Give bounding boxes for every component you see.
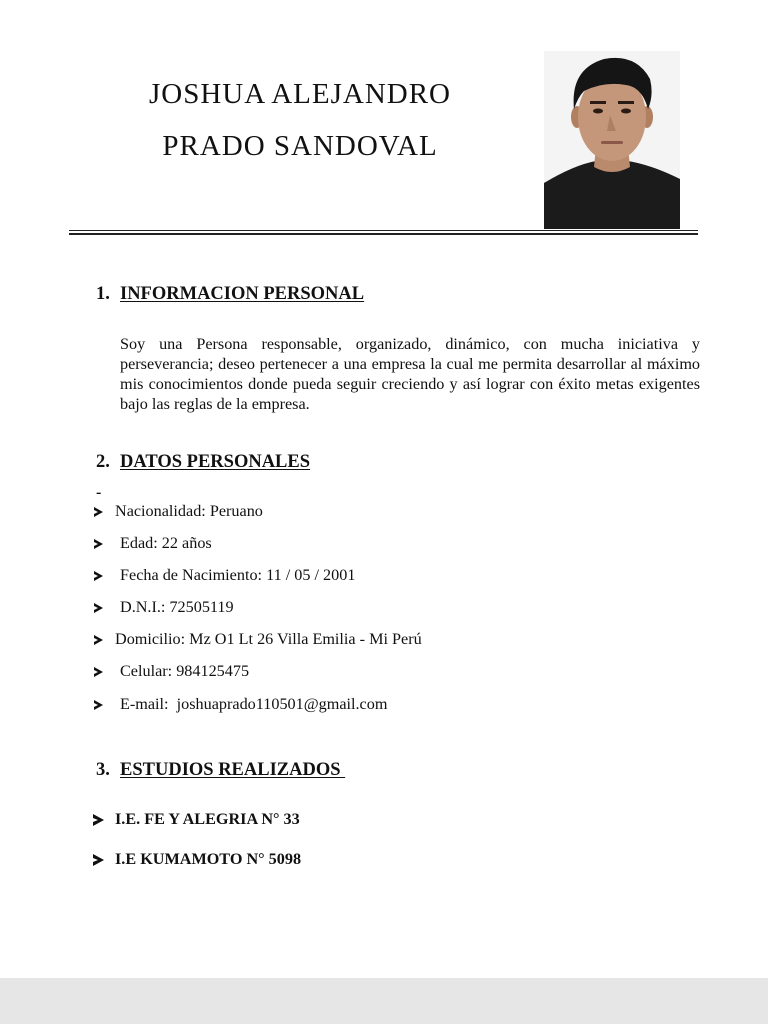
list-item bbox=[94, 502, 263, 521]
arrow-bullet-icon bbox=[94, 571, 103, 581]
profile-photo bbox=[544, 51, 680, 229]
section-datos-personales bbox=[96, 452, 310, 473]
list-item bbox=[94, 566, 355, 585]
study-item bbox=[93, 850, 301, 869]
section-informacion-personal bbox=[96, 284, 364, 305]
list-item bbox=[94, 598, 234, 617]
list-item bbox=[94, 534, 212, 553]
arrow-bullet-icon bbox=[93, 854, 104, 866]
item-text: I.E. FE Y ALEGRIA N° 33 bbox=[115, 810, 300, 828]
list-item bbox=[94, 662, 249, 681]
arrow-bullet-icon bbox=[94, 603, 103, 613]
item-text: Domicilio: Mz O1 Lt 26 Villa Emilia - Mi Perú bbox=[115, 630, 422, 648]
arrow-bullet-icon bbox=[94, 635, 103, 645]
name-line-2: PRADO SANDOVAL bbox=[162, 130, 438, 162]
item-text: Edad: 22 años bbox=[120, 534, 212, 552]
section-number: 2. bbox=[96, 452, 110, 472]
applicant-name bbox=[80, 68, 520, 172]
dash-marker: - bbox=[96, 484, 102, 501]
item-text: I.E KUMAMOTO N° 5098 bbox=[115, 850, 302, 868]
header-divider-top bbox=[69, 230, 698, 231]
list-item bbox=[94, 695, 387, 714]
item-text: Fecha de Nacimiento: 11 / 05 / 2001 bbox=[120, 566, 356, 584]
personal-summary: Soy una Persona responsable, organizado, dinámico, con mucha iniciativa y perseverancia; deseo pertenecer a una empresa la cual me permita desarrollar al máximo mis conocimientos donde pueda seguir creciendo y así lograr con éxito metas exigentes bajo las reglas de la empresa. bbox=[120, 335, 700, 413]
study-item bbox=[93, 810, 300, 829]
item-text: Nacionalidad: Peruano bbox=[115, 502, 263, 520]
portrait-image bbox=[544, 51, 680, 229]
arrow-bullet-icon bbox=[94, 539, 103, 549]
section-heading: DATOS PERSONALES bbox=[120, 452, 311, 472]
arrow-bullet-icon bbox=[94, 507, 103, 517]
header-divider-bottom bbox=[69, 233, 698, 235]
section-number: 3. bbox=[96, 760, 110, 780]
arrow-bullet-icon bbox=[94, 667, 103, 677]
name-line-1: JOSHUA ALEJANDRO bbox=[148, 78, 451, 110]
section-estudios-realizados bbox=[96, 760, 345, 781]
list-item bbox=[94, 630, 422, 649]
section-heading: INFORMACION PERSONAL bbox=[120, 284, 365, 304]
section-number: 1. bbox=[96, 284, 110, 304]
viewer-bottom-bar bbox=[0, 978, 768, 1024]
arrow-bullet-icon bbox=[93, 814, 104, 826]
item-text: E-mail: joshuaprado110501@gmail.com bbox=[120, 695, 388, 713]
arrow-bullet-icon bbox=[94, 700, 103, 710]
item-text: D.N.I.: 72505119 bbox=[120, 598, 234, 616]
section-heading: ESTUDIOS REALIZADOS bbox=[120, 760, 346, 780]
item-text: Celular: 984125475 bbox=[120, 662, 250, 680]
